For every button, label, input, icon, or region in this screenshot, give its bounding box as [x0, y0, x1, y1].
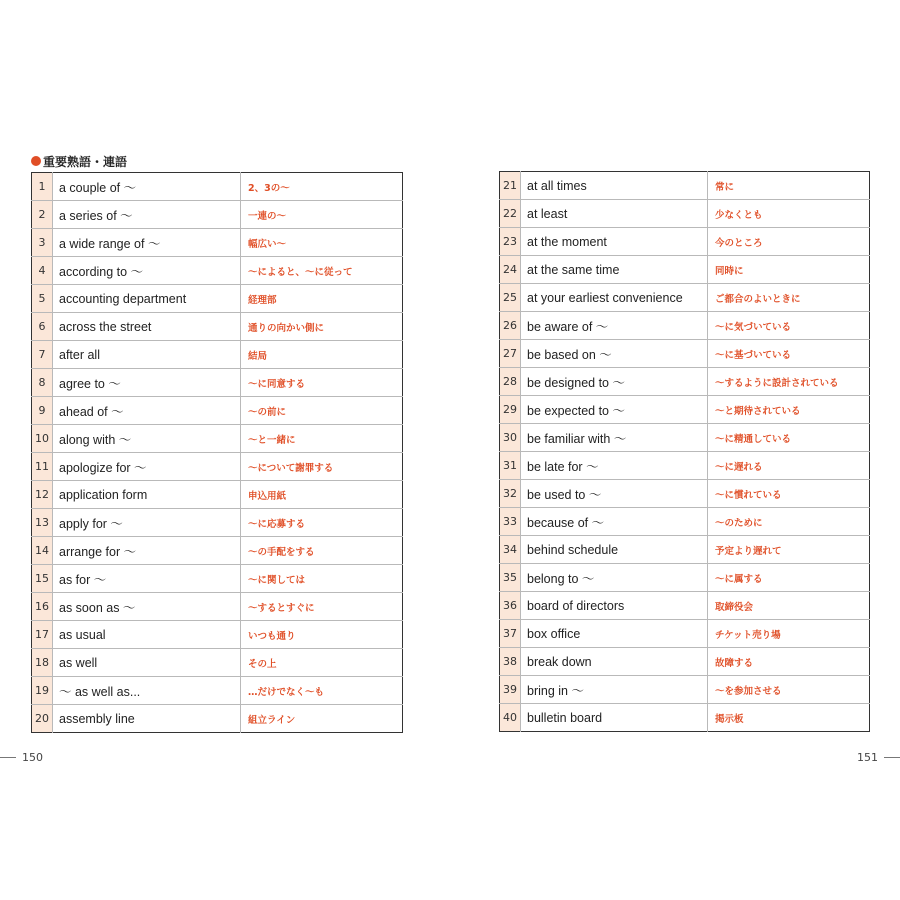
vocab-row	[500, 228, 870, 256]
japanese-meaning: ～するように設計されている	[708, 368, 870, 396]
entry-number: 19	[32, 677, 53, 705]
entry-number: 31	[500, 452, 521, 480]
vocab-row	[500, 172, 870, 200]
japanese-meaning: ～に遅れる	[708, 452, 870, 480]
english-phrase: because of ～	[521, 508, 708, 536]
english-phrase: belong to ～	[521, 564, 708, 592]
entry-number: 9	[32, 397, 53, 425]
english-phrase: assembly line	[53, 705, 241, 733]
vocab-row	[500, 452, 870, 480]
vocab-row	[32, 649, 403, 677]
english-phrase: at the same time	[521, 256, 708, 284]
japanese-meaning: ～を参加させる	[708, 676, 870, 704]
english-phrase: be expected to ～	[521, 396, 708, 424]
japanese-meaning: …だけでなく～も	[241, 677, 403, 705]
english-phrase: box office	[521, 620, 708, 648]
bullet-dot-icon	[31, 156, 41, 166]
english-phrase: bulletin board	[521, 704, 708, 732]
page-number-text: 151	[857, 751, 878, 764]
vocab-row	[500, 284, 870, 312]
entry-number: 22	[500, 200, 521, 228]
japanese-meaning: ～の前に	[241, 397, 403, 425]
japanese-meaning: ～に精通している	[708, 424, 870, 452]
english-phrase: at least	[521, 200, 708, 228]
entry-number: 18	[32, 649, 53, 677]
vocab-row	[500, 480, 870, 508]
english-phrase: application form	[53, 481, 241, 509]
japanese-meaning: 少なくとも	[708, 200, 870, 228]
english-phrase: as soon as ～	[53, 593, 241, 621]
entry-number: 16	[32, 593, 53, 621]
entry-number: 35	[500, 564, 521, 592]
japanese-meaning: 今のところ	[708, 228, 870, 256]
japanese-meaning: ～に応募する	[241, 509, 403, 537]
page-number-left	[0, 751, 43, 764]
section-heading	[31, 151, 127, 171]
entry-number: 33	[500, 508, 521, 536]
entry-number: 40	[500, 704, 521, 732]
japanese-meaning: ～と期待されている	[708, 396, 870, 424]
english-phrase: a series of ～	[53, 201, 241, 229]
vocab-row	[32, 425, 403, 453]
entry-number: 36	[500, 592, 521, 620]
vocab-row	[32, 453, 403, 481]
english-phrase: ahead of ～	[53, 397, 241, 425]
english-phrase: agree to ～	[53, 369, 241, 397]
entry-number: 28	[500, 368, 521, 396]
english-phrase: be designed to ～	[521, 368, 708, 396]
english-phrase: be late for ～	[521, 452, 708, 480]
vocab-row	[500, 564, 870, 592]
english-phrase: at your earliest convenience	[521, 284, 708, 312]
entry-number: 2	[32, 201, 53, 229]
english-phrase: across the street	[53, 313, 241, 341]
english-phrase: be used to ～	[521, 480, 708, 508]
page-number-text: 150	[22, 751, 43, 764]
english-phrase: break down	[521, 648, 708, 676]
japanese-meaning: ～に気づいている	[708, 312, 870, 340]
english-phrase: be based on ～	[521, 340, 708, 368]
page-rule	[884, 757, 900, 758]
vocab-row	[500, 424, 870, 452]
vocab-row	[500, 340, 870, 368]
english-phrase: at all times	[521, 172, 708, 200]
english-phrase: behind schedule	[521, 536, 708, 564]
entry-number: 13	[32, 509, 53, 537]
entry-number: 21	[500, 172, 521, 200]
vocab-row	[32, 621, 403, 649]
entry-number: 34	[500, 536, 521, 564]
entry-number: 4	[32, 257, 53, 285]
english-phrase: a couple of ～	[53, 173, 241, 201]
english-phrase: bring in ～	[521, 676, 708, 704]
japanese-meaning: いつも通り	[241, 621, 403, 649]
entry-number: 37	[500, 620, 521, 648]
entry-number: 38	[500, 648, 521, 676]
vocab-row	[500, 200, 870, 228]
vocab-row	[500, 256, 870, 284]
entry-number: 11	[32, 453, 53, 481]
entry-number: 15	[32, 565, 53, 593]
japanese-meaning: 幅広い～	[241, 229, 403, 257]
japanese-meaning: チケット売り場	[708, 620, 870, 648]
english-phrase: as well	[53, 649, 241, 677]
english-phrase: a wide range of ～	[53, 229, 241, 257]
english-phrase: board of directors	[521, 592, 708, 620]
vocab-table-left	[31, 172, 403, 733]
japanese-meaning: 一連の～	[241, 201, 403, 229]
vocab-row	[500, 676, 870, 704]
vocab-row	[32, 537, 403, 565]
japanese-meaning: ～によると、～に従って	[241, 257, 403, 285]
japanese-meaning: ～に同意する	[241, 369, 403, 397]
japanese-meaning: ～に属する	[708, 564, 870, 592]
entry-number: 23	[500, 228, 521, 256]
entry-number: 30	[500, 424, 521, 452]
entry-number: 8	[32, 369, 53, 397]
vocab-row	[500, 648, 870, 676]
vocab-row	[32, 341, 403, 369]
vocab-row	[32, 565, 403, 593]
vocab-row	[32, 313, 403, 341]
entry-number: 32	[500, 480, 521, 508]
section-title: 重要熟語・連語	[43, 154, 128, 169]
japanese-meaning: ～するとすぐに	[241, 593, 403, 621]
vocab-row	[32, 285, 403, 313]
english-phrase: at the moment	[521, 228, 708, 256]
entry-number: 6	[32, 313, 53, 341]
entry-number: 17	[32, 621, 53, 649]
japanese-meaning: ～の手配をする	[241, 537, 403, 565]
page-number-right	[857, 751, 900, 764]
entry-number: 14	[32, 537, 53, 565]
english-phrase: as for ～	[53, 565, 241, 593]
japanese-meaning: 常に	[708, 172, 870, 200]
vocab-row	[500, 536, 870, 564]
entry-number: 29	[500, 396, 521, 424]
japanese-meaning: 申込用紙	[241, 481, 403, 509]
japanese-meaning: 組立ライン	[241, 705, 403, 733]
japanese-meaning: ～に慣れている	[708, 480, 870, 508]
english-phrase: after all	[53, 341, 241, 369]
japanese-meaning: ～のために	[708, 508, 870, 536]
vocab-row	[32, 481, 403, 509]
vocab-row	[32, 229, 403, 257]
vocab-row	[32, 201, 403, 229]
entry-number: 7	[32, 341, 53, 369]
vocab-row	[500, 620, 870, 648]
vocab-row	[32, 509, 403, 537]
vocab-row	[32, 677, 403, 705]
entry-number: 3	[32, 229, 53, 257]
vocab-row	[500, 396, 870, 424]
page-rule	[0, 757, 16, 758]
japanese-meaning: ～と一緒に	[241, 425, 403, 453]
vocab-row	[500, 704, 870, 732]
japanese-meaning: 結局	[241, 341, 403, 369]
english-phrase: ～ as well as...	[53, 677, 241, 705]
vocab-table-right	[499, 171, 870, 732]
japanese-meaning: 経理部	[241, 285, 403, 313]
english-phrase: along with ～	[53, 425, 241, 453]
japanese-meaning: 故障する	[708, 648, 870, 676]
vocab-row	[500, 508, 870, 536]
entry-number: 24	[500, 256, 521, 284]
vocab-row	[500, 592, 870, 620]
japanese-meaning: ご都合のよいときに	[708, 284, 870, 312]
japanese-meaning: 取締役会	[708, 592, 870, 620]
english-phrase: be familiar with ～	[521, 424, 708, 452]
entry-number: 25	[500, 284, 521, 312]
entry-number: 26	[500, 312, 521, 340]
vocab-row	[500, 312, 870, 340]
entry-number: 5	[32, 285, 53, 313]
vocab-row	[32, 369, 403, 397]
japanese-meaning: 掲示板	[708, 704, 870, 732]
english-phrase: apply for ～	[53, 509, 241, 537]
japanese-meaning: その上	[241, 649, 403, 677]
japanese-meaning: 同時に	[708, 256, 870, 284]
english-phrase: be aware of ～	[521, 312, 708, 340]
vocab-row	[32, 705, 403, 733]
english-phrase: according to ～	[53, 257, 241, 285]
japanese-meaning: 2、3の～	[241, 173, 403, 201]
vocab-row	[32, 173, 403, 201]
vocab-row	[32, 397, 403, 425]
vocab-row	[500, 368, 870, 396]
japanese-meaning: ～に関しては	[241, 565, 403, 593]
japanese-meaning: ～に基づいている	[708, 340, 870, 368]
entry-number: 27	[500, 340, 521, 368]
japanese-meaning: ～について謝罪する	[241, 453, 403, 481]
english-phrase: apologize for ～	[53, 453, 241, 481]
english-phrase: as usual	[53, 621, 241, 649]
english-phrase: accounting department	[53, 285, 241, 313]
vocab-row	[32, 593, 403, 621]
entry-number: 10	[32, 425, 53, 453]
entry-number: 20	[32, 705, 53, 733]
english-phrase: arrange for ～	[53, 537, 241, 565]
vocab-row	[32, 257, 403, 285]
entry-number: 1	[32, 173, 53, 201]
japanese-meaning: 予定より遅れて	[708, 536, 870, 564]
entry-number: 39	[500, 676, 521, 704]
entry-number: 12	[32, 481, 53, 509]
japanese-meaning: 通りの向かい側に	[241, 313, 403, 341]
